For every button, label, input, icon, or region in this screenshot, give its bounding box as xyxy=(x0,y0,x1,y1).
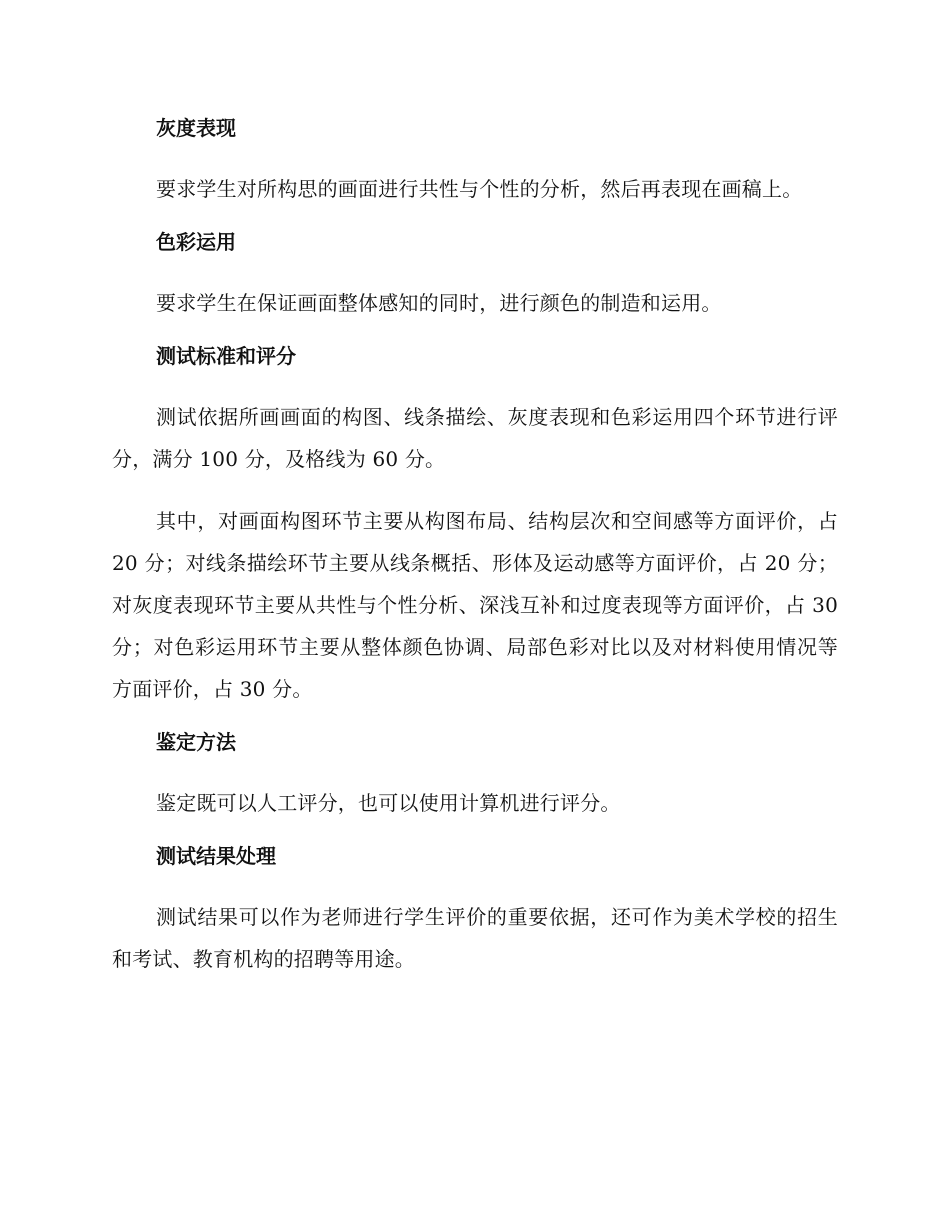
section-heading: 色彩运用 xyxy=(156,230,236,254)
section-grayscale xyxy=(112,108,838,210)
section-assessment-method xyxy=(112,722,838,824)
paragraph: 要求学生在保证画面整体感知的同时，进行颜色的制造和运用。 xyxy=(156,291,722,315)
paragraph: 要求学生对所构思的画面进行共性与个性的分析，然后再表现在画稿上。 xyxy=(156,177,803,201)
section-heading: 测试结果处理 xyxy=(156,844,276,868)
paragraph: 测试依据所画画面的构图、线条描绘、灰度表现和色彩运用四个环节进行评分，满分 100 分，及格线为 60 分。 xyxy=(112,405,838,471)
section-result-handling xyxy=(112,836,838,980)
paragraph: 其中，对画面构图环节主要从构图布局、结构层次和空间感等方面评价，占 20 分；对线条描绘环节主要从线条概括、形体及运动感等方面评价，占 20 分；对灰度表现环节主要从共性与个性分析、深浅互补和过度表现等方面评价，占 30 分；对色彩运用环节主要从整体颜色协调、局部色彩对比以及对材料使用情况等方面评价，占 30 分。 xyxy=(112,509,838,701)
section-heading: 测试标准和评分 xyxy=(156,344,296,368)
section-color-usage xyxy=(112,222,838,324)
paragraph: 鉴定既可以人工评分，也可以使用计算机进行评分。 xyxy=(156,791,621,815)
section-heading: 鉴定方法 xyxy=(156,730,236,754)
document-page xyxy=(112,108,838,992)
section-test-criteria xyxy=(112,336,838,710)
section-heading: 灰度表现 xyxy=(156,116,236,140)
paragraph: 测试结果可以作为老师进行学生评价的重要依据，还可作为美术学校的招生和考试、教育机构的招聘等用途。 xyxy=(112,905,838,971)
